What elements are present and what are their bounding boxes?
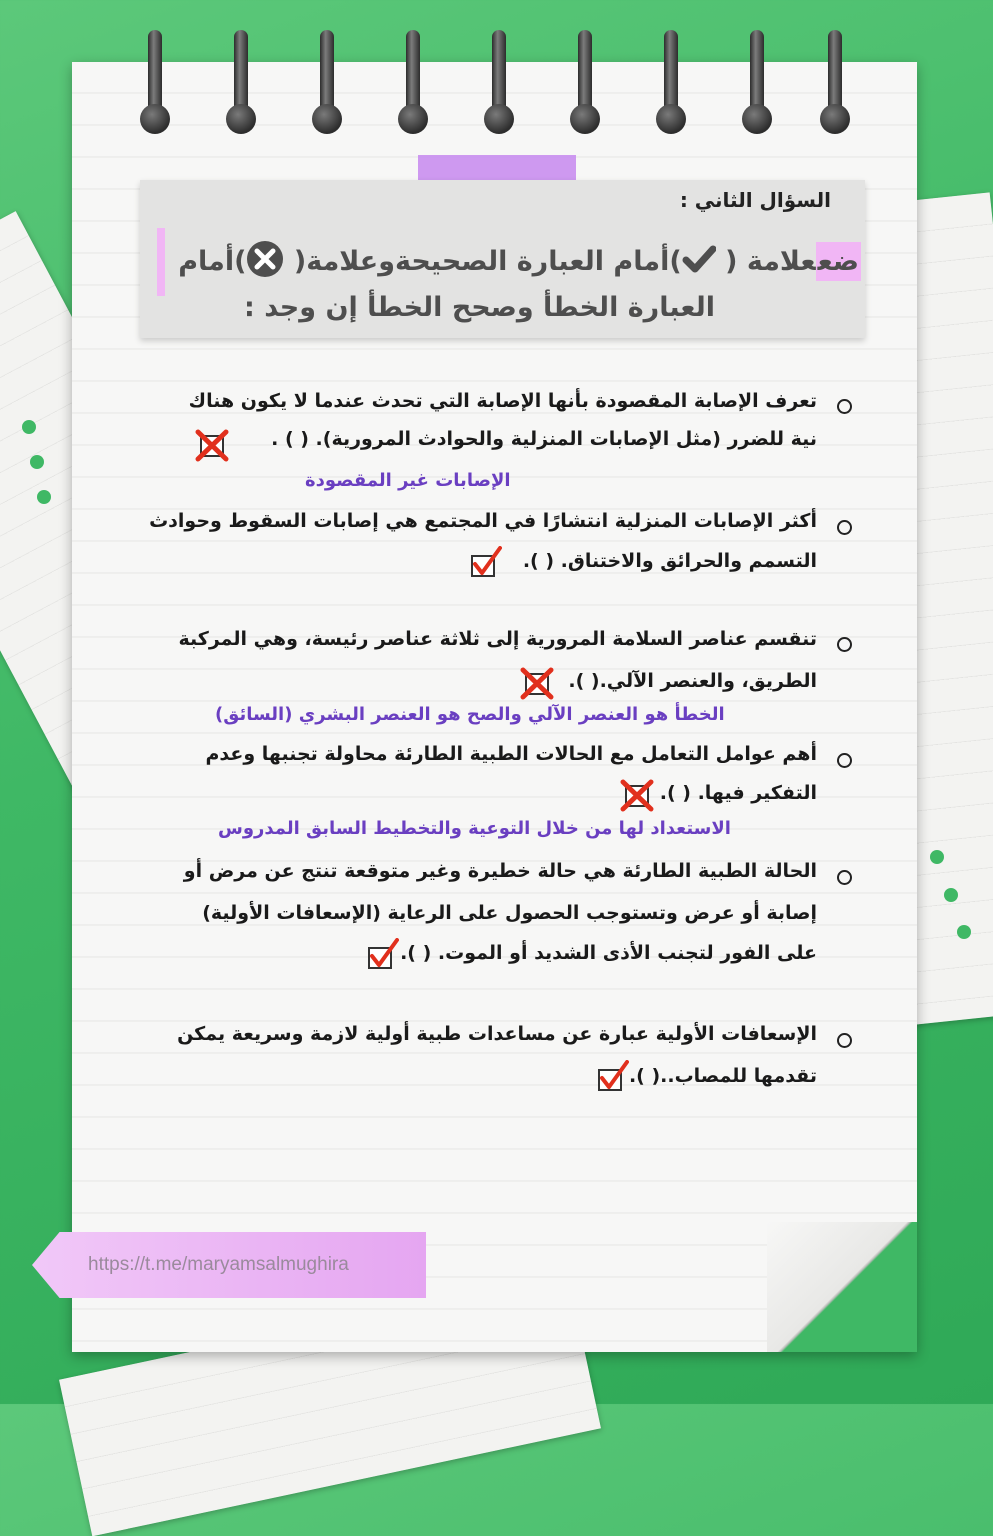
question-instruction-line2: العبارة الخطأ وصحح الخطأ إن وجد : bbox=[244, 292, 715, 323]
statement-6-line-2: تقدمها للمصاب..( ). bbox=[628, 1065, 817, 1087]
statement-4-line-2: التفكير فيها. ( ). bbox=[659, 782, 817, 804]
page-curl bbox=[767, 1222, 917, 1352]
spiral-ring bbox=[656, 30, 686, 134]
paper-hole bbox=[37, 490, 51, 504]
pink-accent-bar bbox=[157, 228, 165, 296]
bullet-icon bbox=[837, 520, 852, 535]
bullet-icon bbox=[837, 637, 852, 652]
statement-4-line-1: أهم عوامل التعامل مع الحالات الطبية الطارئة محاولة تجنبها وعدم bbox=[205, 743, 817, 765]
statement-4-correction: الاستعداد لها من خلال التوعية والتخطيط السابق المدروس bbox=[218, 818, 731, 839]
statement-3-correction: الخطأ هو العنصر الآلي والصح هو العنصر البشري (السائق) bbox=[215, 704, 725, 725]
cross-mark-icon bbox=[195, 428, 229, 462]
paper-hole bbox=[22, 420, 36, 434]
statement-1-line-1: تعرف الإصابة المقصودة بأنها الإصابة التي تحدث عندما لا يكون هناك bbox=[188, 390, 817, 412]
check-mark-icon bbox=[365, 938, 399, 972]
check-icon bbox=[682, 244, 716, 281]
question-title: السؤال الثاني : bbox=[679, 188, 831, 212]
spiral-ring bbox=[312, 30, 342, 134]
spiral-ring bbox=[820, 30, 850, 134]
bullet-icon bbox=[837, 870, 852, 885]
cross-icon bbox=[246, 240, 284, 285]
bullet-icon bbox=[837, 1033, 852, 1048]
paper-hole bbox=[957, 925, 971, 939]
statement-3-line-1: تنقسم عناصر السلامة المرورية إلى ثلاثة عناصر رئيسة، وهي المركبة bbox=[178, 628, 817, 650]
spiral-ring bbox=[140, 30, 170, 134]
paper-hole bbox=[944, 888, 958, 902]
statement-1-line-2: نية للضرر (مثل الإصابات المنزلية والحوادث المرورية). ( ) . bbox=[271, 428, 817, 450]
instruction-text: علامة ( bbox=[725, 246, 816, 277]
spiral-ring bbox=[484, 30, 514, 134]
check-mark-icon bbox=[468, 546, 502, 580]
paper-hole bbox=[30, 455, 44, 469]
statement-6-line-1: الإسعافات الأولية عبارة عن مساعدات طبية أولية لازمة وسريعة يمكن bbox=[177, 1023, 817, 1045]
bullet-icon bbox=[837, 753, 852, 768]
cross-mark-icon bbox=[620, 778, 654, 812]
instruction-text: )أمام العبارة الصحيحةوعلامة( bbox=[293, 246, 682, 277]
bullet-icon bbox=[837, 399, 852, 414]
spiral-ring bbox=[742, 30, 772, 134]
spiral-ring bbox=[398, 30, 428, 134]
statement-3-line-2: الطريق، والعنصر الآلي.( ). bbox=[568, 670, 817, 692]
spiral-ring bbox=[570, 30, 600, 134]
statement-2-line-1: أكثر الإصابات المنزلية انتشارًا في المجتمع هي إصابات السقوط وحوادث bbox=[149, 510, 817, 532]
statement-1-correction: الإصابات غير المقصودة bbox=[305, 470, 511, 491]
instruction-highlight: ضع bbox=[816, 242, 861, 281]
cross-mark-icon bbox=[520, 666, 554, 700]
statement-5-line-2: إصابة أو عرض وتستوجب الحصول على الرعاية (الإسعافات الأولية) bbox=[202, 902, 817, 924]
check-mark-icon bbox=[595, 1060, 629, 1094]
telegram-link[interactable]: https://t.me/maryamsalmughira bbox=[88, 1254, 349, 1275]
paper-hole bbox=[930, 850, 944, 864]
statement-2-line-2: التسمم والحرائق والاختناق. ( ). bbox=[522, 550, 817, 572]
question-instruction bbox=[178, 240, 861, 285]
instruction-text: )أمام bbox=[178, 246, 247, 277]
spiral-ring bbox=[226, 30, 256, 134]
statement-5-line-1: الحالة الطبية الطارئة هي حالة خطيرة وغير متوقعة تنتج عن مرض أو bbox=[183, 860, 817, 882]
statement-5-line-3: على الفور لتجنب الأذى الشديد أو الموت. ( ). bbox=[400, 942, 817, 964]
